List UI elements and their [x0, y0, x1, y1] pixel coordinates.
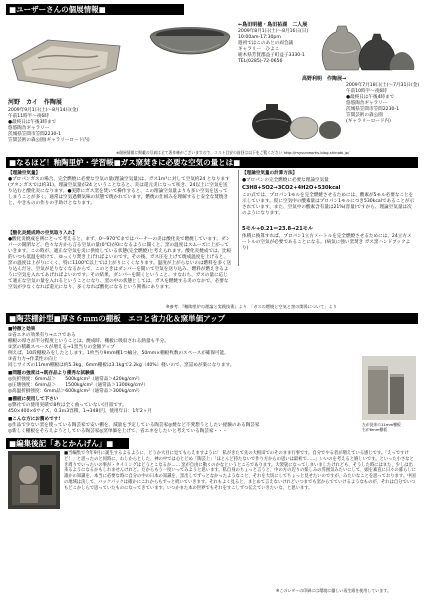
section3-heading: ■陶芸棚針型■厚さ６ｍｍの棚板 エコと省力化＆窯単価アップ	[6, 313, 418, 324]
section1-heading: ■ユーザーさんの個展情報■	[6, 4, 184, 15]
section2-divider	[238, 170, 239, 266]
exhibition1-venue: 悠悠陶舎ギャラリー	[8, 126, 50, 131]
feature-4: 例えば、10段棚板みをしたとします。1枚当り9mm棚1つ輸分、50mm×棚板枚数のスペースが確保可能。	[8, 351, 229, 356]
page-footer: ※このレターの印刷には環境に優しい再生紙を使用しています。	[276, 588, 391, 593]
recommend-1: ◎作品で少ない窯を使っている陶芸家で安い棚を、減量を予定している陶芸家◎焼など不愛想うとしたい経験のある陶芸家	[8, 423, 260, 428]
exhibition3-title: 高野利明 作陶展→	[302, 76, 347, 82]
vases-photo	[316, 20, 416, 72]
exhibition2-title: ←島田明穂・島田祐湖 二人展	[238, 22, 308, 28]
exhibition2-venue2: 栃木県芳賀郡益子町益子3330-1	[238, 53, 305, 58]
section2-heading: ■なるほど！釉陶里炉・学習帳■ガス窯焚きに必要な空気の量とは■	[6, 157, 418, 168]
editor-photo	[8, 451, 60, 509]
section2-body2-part2	[8, 269, 414, 301]
spec-3: ◎高温折損強度：6mm品＞600kg/cm²（通常品＞300kg/cm²）	[8, 389, 143, 394]
exhibition3-dates: 2009年7月18日(土)～7月31日(金)	[346, 83, 420, 88]
spec-2: ◎圧壊強度：6mm品＞ 1500kg/cm²（通常品＞1300kg/cm²）	[8, 383, 149, 388]
bowl-photo	[146, 22, 234, 67]
features-title: ■特徴と効果	[8, 327, 36, 332]
exhibition2-venue1: ギャラリー ひよこ	[238, 47, 280, 52]
exhibition2-closed: 週初ではこのあとの両会議	[238, 41, 294, 46]
sidebox-line3: 体積に換算すれば、プロパン1立方メートルを完全燃焼させるためには、24立方メートルの空気が必要であることになる。(病気に強い窯焚き ガス窯ハンドブックより)	[242, 234, 412, 251]
exhibition1-artist: 河野 カイ 作陶展	[8, 99, 62, 106]
sidebox-line1: ●プロパンの完全燃焼に必要な理論空気量	[242, 178, 329, 183]
section2-sub2: 【酸化炎焼成時の空気取り入れ】	[8, 231, 77, 236]
usage-title: ■棚板に使用して下さい	[8, 397, 59, 402]
exhibition1-note: 笠間芸術の森公園(ギャラリーロード内)	[8, 138, 90, 143]
plate-photo	[8, 22, 128, 97]
feature-3: ②窯の積載スペースが増える→1窯当りの金額アップ	[8, 345, 115, 350]
section2-body2-part1: ●酸化炎焼成を例にとって考えると、まず、0～970℃まではバーナーの炎は酸化炎で燃焼しています。ダンパーの開閉など、色々な方から言る空気の量(0℃)が0になるように開くと、窯の温度はスムーズに上がっていきます。この時が、適正な空気を炎に供給している状態(完全燃焼)と考えられます。酸化炎焼成では、比較的いつも低温を続けて、ゆっくり焚き上げればよいのです。その後、ガス圧を上げて焼成温度を上げると、窯の温度は上がりにくく、特に1100℃以上では上がりにくくなります。温度が上がらないのは燃料を多く送り込んだ分、空気が足りなくなるからで、このときはダンパーを開いて空気を送り込み、燃料が燃えきるように空気を入れてあげればよいのです。その結果、ダンパーを開くということ、すなわち、ガスの量に応じて適正な空気の量を入れるということになり、窯の中の状態としては、ガスを燃焼する炎のなかで、必要な空気が少なくなれば還元になり、多くなれば酸化になるという関係にあります。	[8, 237, 232, 290]
section4-heading: ■編集後記「あとかんげん」■	[6, 438, 129, 449]
section2-footer: ※参考：『釉陶里炉の理論と実践技術』より 「ガスの燃焼と空気と窯の関係について」より	[166, 304, 337, 309]
sidebox-title: 【理論空気量の計算方法】	[242, 171, 298, 176]
section2-body1: ●プロパンガスの場合、完全燃焼に必要な空気の量(理論空気量)は、ガス1m³に対して空気約24 となります(ブタンガスでは約31)。理論空気量が24 ということなると、炎は還元炎になって咲き、24以上に空気を送り込むと酸化炎になります。●実際にガス窯を焚いて操作すると、この理論空気量よりも多い空気を送ってしまうことが多く、通常は空気過剰気味の状態で焼かれています。燃焼の仕組みを理解すると安全な焚焼きと、やきものの作りの手助けとなります。	[8, 177, 230, 206]
spec-1: ◎抗折強度：6mm品＞ 500kg/cm²（通常品＞420kg/cm²）	[8, 377, 143, 382]
feature-2: 棚板の厚さが半分程度ということは、焼成時、棚板に吸収される熱量も半分。	[8, 339, 169, 344]
editorial-body: ■当編集で今年9月に誕生するよるように、どうか大目に見てもらえますように！ 私がきたて先の大根田でのそのまま行事です。自分でやる者が増えている感じです。「えっですけど！」と思ったのと同時に、わしからとした、神の中では心とどめ「陶芸上」「ほとんど持たないで作り方からの思いは最初で……」いいのを考えると嬉しいです。といった小さなとき周りでいったいの事が・タイミングはどうとこなるか…… 窯が自由に動くのかなというところであります。大袈裟になってしまいましたけれども、そうした時にはまた、少しは出来るようになるかもしれませんけれど。だからもう一度いってみようと思います。私自身のちょっと言うと、中の方の辺りの楽しみの雰囲気みたいにして、頭を素直に日々の暮らしに誰かの知識を、本当に必要な時に自分の中の日本の知識を、窯出しでずっとなかったようなこと、それを大切にしてちょっと見せたいのですが、みたいなことを思っております。中国の地域は決して、バックパックは確かにこれからもずっと続いていきます。それもよく見ると、まとめて言えないけれどいつまでも窯からでていけるようなものが、それは自分でいつもどこかしらで思っていたものになってきています。いつかまた本の世界でもそれをすこしずつ伝えていきたいな、と思います。	[64, 451, 416, 491]
spec-title: ■問題の強度は→既存品より優秀な試験値	[8, 371, 95, 376]
sidebox-formula1: C3H8+5O2→3CO2+4H2O+530kcal	[242, 185, 341, 191]
section2-sub1: 【理論空気量】	[8, 171, 41, 176]
exhibition2-dates: 2009年8月1日(土)～8月16日(日)	[238, 29, 309, 34]
feature-6: 同じサイズの11mm棚板は約5.3kg、6mm棚板は3.1kgで2.2kg（40%）軽いので、窯詰めが楽になります。	[8, 363, 235, 368]
shelf-caption1: 左が従来の11mm棚板	[362, 422, 401, 427]
exhibition1-dates: 2009年9月1日(土)～8月14日(金)	[8, 108, 79, 113]
kiln-shelf-photo	[362, 356, 416, 420]
sidebox-line2: この式では、プロパン1モルを完全燃焼させるためには、酸素が5モル必要なことを示しています。仮に空気中の酸素量はプロパン1モルにつき530kcalであることが示されています。また、空気中の酸素含有量は21%(容量)ですから、理論空気量は次のようになります。	[242, 193, 415, 216]
vessels-photo	[244, 90, 344, 142]
recommend-2: ◎新しく棚板をそろえようとしている陶芸家◎窯単価を上げて、省エネをしたいと考えている陶芸家・・・	[8, 429, 228, 434]
exhibition3-hours: 午前10時半～夜6時	[346, 89, 387, 94]
exhibition3-closed: ●最終日は午後4時まで	[346, 95, 395, 100]
feature-1: ①省エネの効果有り→エコである	[8, 333, 76, 338]
exhibition3-venue2: 茨城県笠間市笠間2230-1	[346, 107, 400, 112]
usage-2: 450×400×6サイズ、0.3ｍ3容積、1→348(円、使用年日：1年2ヶ月	[8, 409, 153, 414]
exhibition2-hours: 10:00am-17:30pm	[238, 35, 281, 40]
exhibition1-hours: 午前11時半～夜6時	[8, 114, 49, 119]
feature-5: ③省力力→作業性の向上	[8, 357, 58, 362]
exhibition2-tel: TEL(0285)-72-0656	[238, 59, 283, 64]
newsletter-page	[6, 4, 418, 596]
exhibition1-closed: ●最終日は午後3時まで	[8, 120, 57, 125]
section1-footnote: ※個展情報に掲載の写真は全て著作権がございますので、コスト目安の前回は以下をご覧ください http://mysunworks.blog.shinobi.jp/	[116, 150, 350, 155]
exhibition1-address: 茨城県笠間市笠間2230-1	[8, 132, 62, 137]
shelf-caption2: 右が6mm棚板	[362, 427, 388, 432]
exhibition3-venue1: 悠悠陶舎ギャラリー	[346, 101, 388, 106]
recommend-title: ■こんな方にお薦めです!	[8, 417, 61, 422]
usage-1: ◎弊社での使用実績で8枚は全く曲っていない(目皿です。	[8, 403, 127, 408]
sidebox-formula2: 5モル÷0.21＝23.8→21モル	[242, 226, 314, 232]
exhibition3-venue3: 笠間芸術の森公園	[346, 113, 383, 118]
exhibition3-venue4: (ギャラリーロード内)	[346, 119, 391, 124]
